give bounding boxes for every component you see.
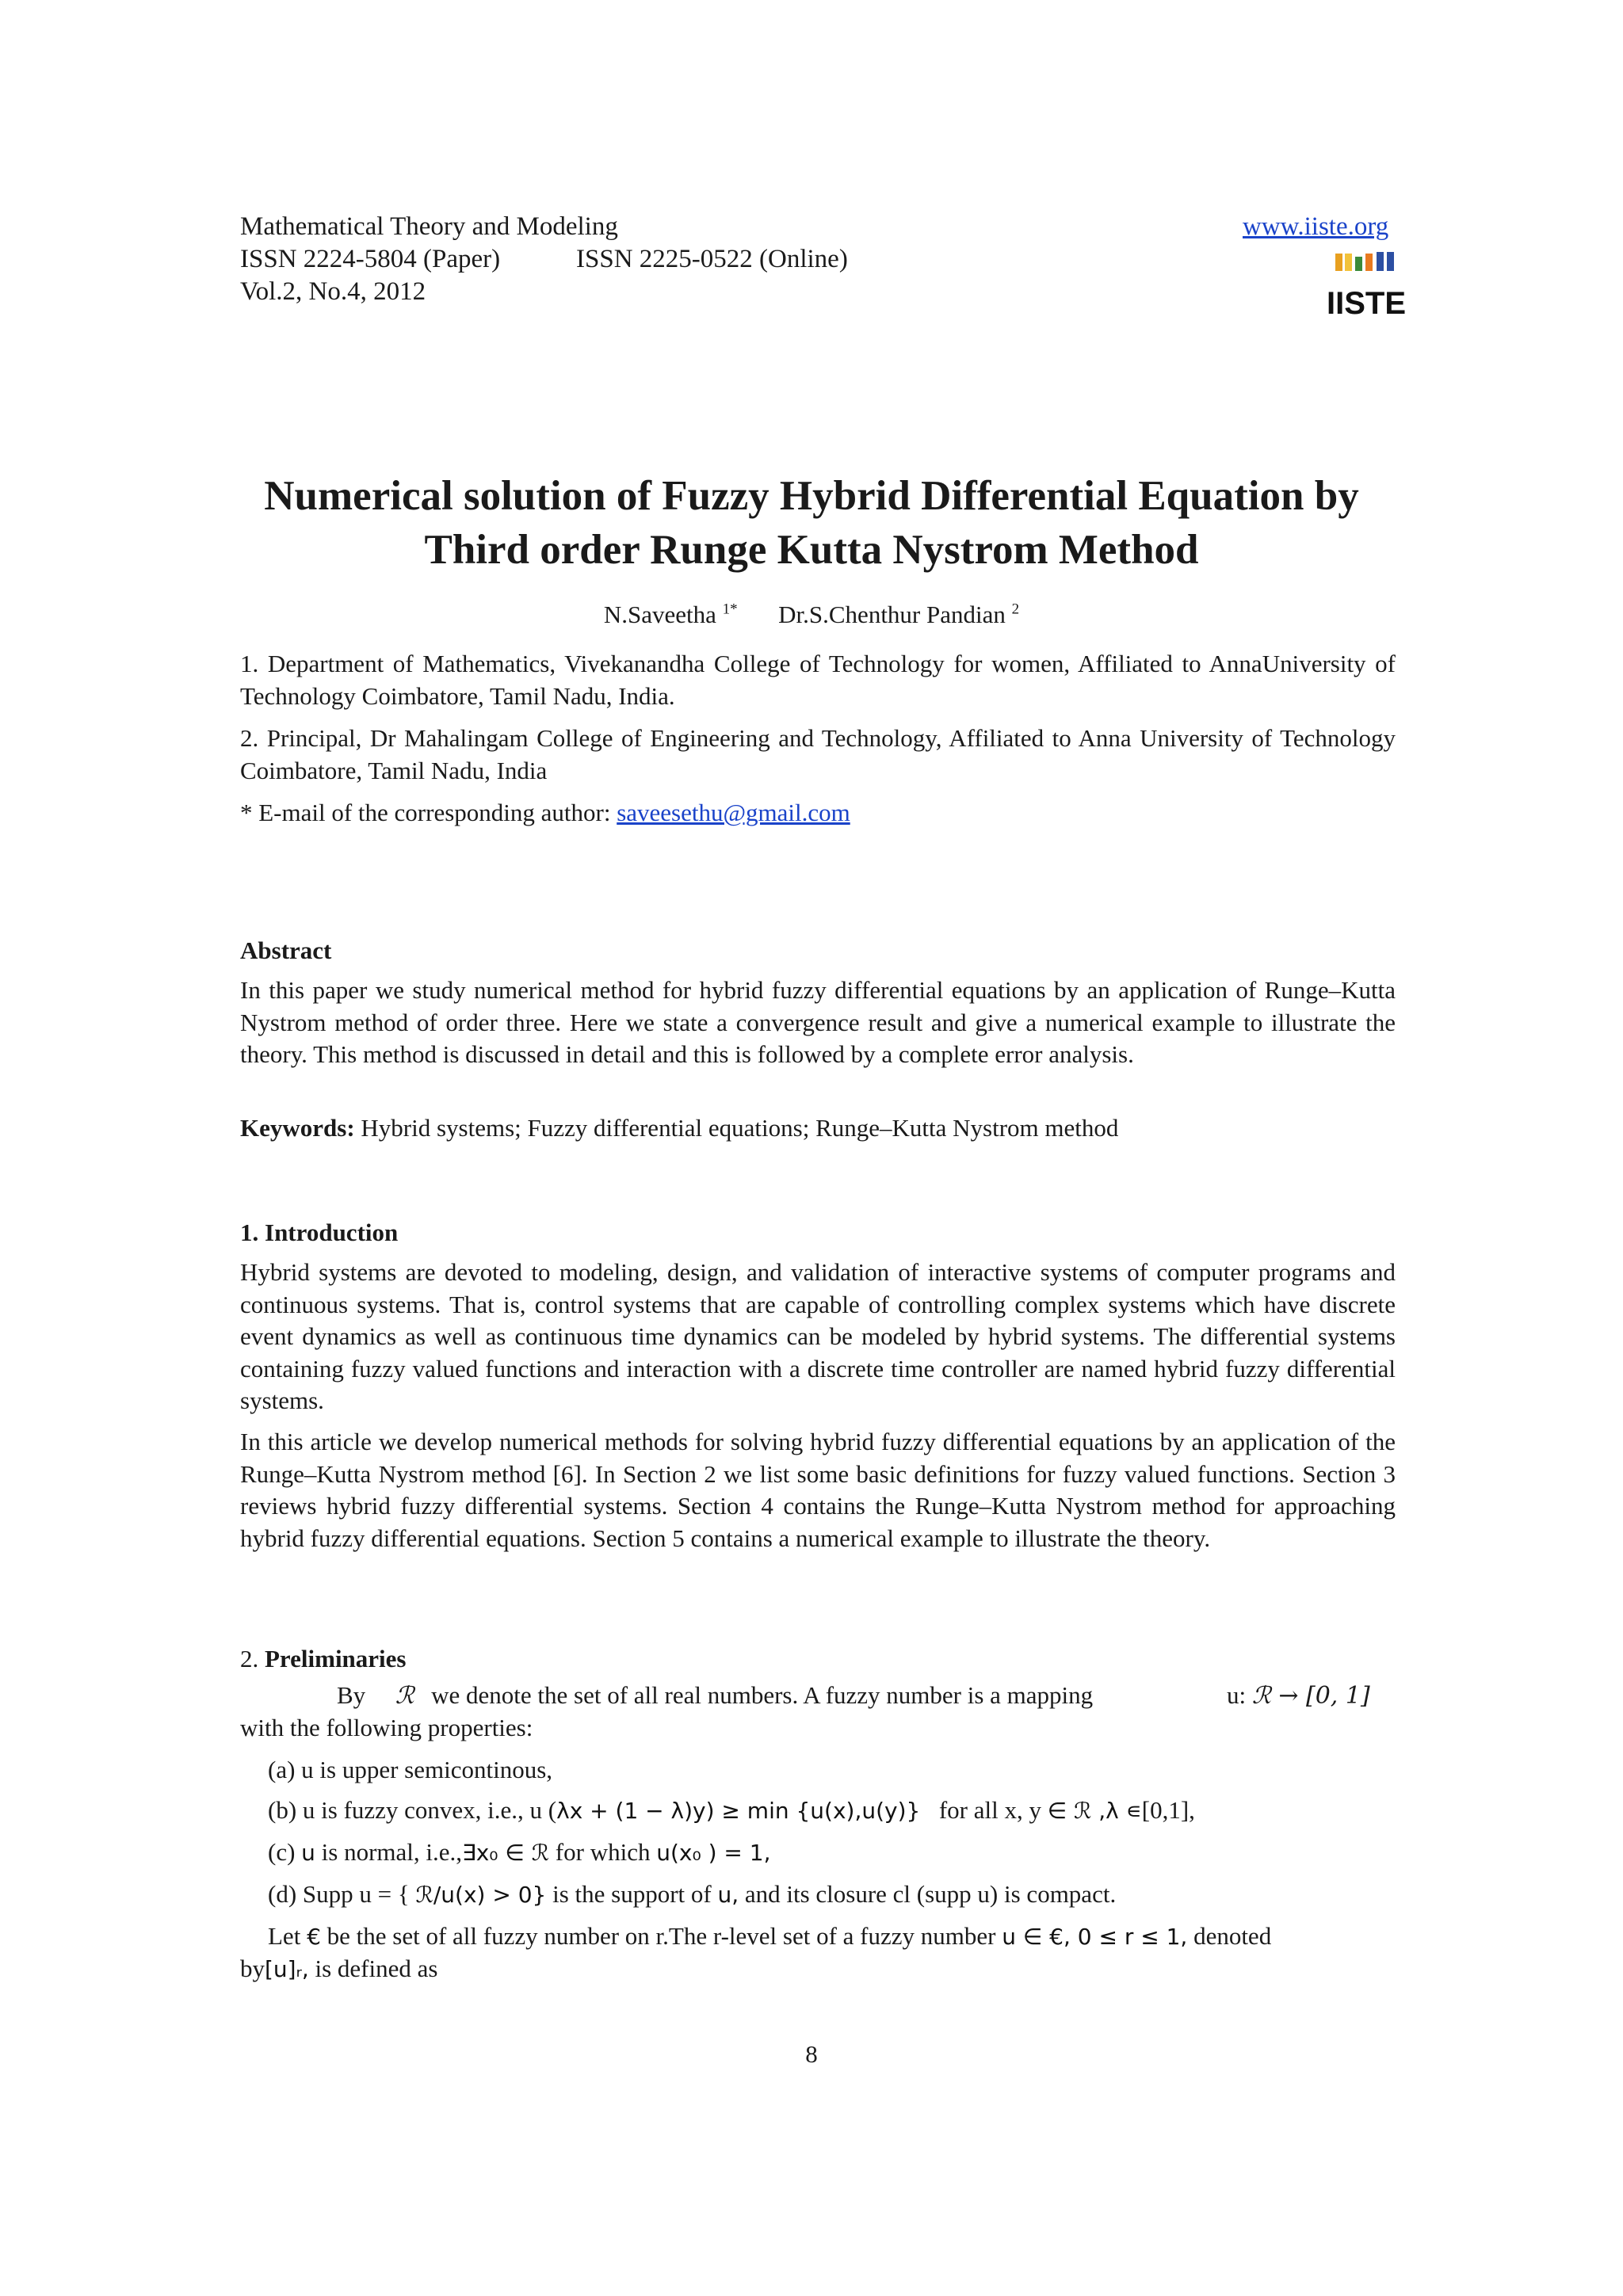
issn-online: ISSN 2225-0522 (Online) — [576, 245, 848, 273]
prelim-heading — [240, 1645, 407, 1673]
r-level-set-notation: [u]ᵣ, — [265, 1956, 309, 1982]
r-level-line-2: by[u]ᵣ, is defined as — [240, 1955, 438, 1982]
journal-name: Mathematical Theory and Modeling — [240, 212, 618, 241]
exists-formula: ∃x₀ ∈ ℛ — [462, 1840, 550, 1866]
website-link[interactable]: www.iiste.org — [1243, 212, 1389, 241]
iiste-logo-icon — [1326, 250, 1407, 321]
journal-volume: Vol.2, No.4, 2012 — [240, 277, 426, 306]
keywords — [240, 1112, 1396, 1145]
property-d: (d) Supp u = { ℛ/u(x) > 0} is the support of u, and its closure cl (supp u) is compact. — [268, 1880, 1117, 1908]
prelim-number: 2. — [240, 1645, 265, 1672]
email-label: * E-mail of the corresponding author: — [240, 799, 617, 826]
email-link[interactable]: saveesethu@gmail.com — [617, 799, 850, 826]
prelim-title: Preliminaries — [265, 1645, 407, 1672]
prelim-line-1b: u: ℛ → [0, 1] — [1227, 1681, 1370, 1710]
normal-formula: u(x₀ ) = 1, — [656, 1840, 771, 1866]
title-line-2: Third order Runge Kutta Nystrom Method — [424, 527, 1199, 573]
iiste-logo — [1326, 250, 1407, 321]
author-1-affil: 1* — [722, 601, 738, 618]
affiliation-1: 1. Department of Mathematics, Vivekanandha College of Technology for women, Affiliated to AnnaUniversity of Technology Coimbatore, Tamil Nadu, India. — [240, 650, 1396, 710]
issn-paper: ISSN 2224-5804 (Paper) — [240, 245, 501, 273]
intro-paragraph-2: In this article we develop numerical methods for solving hybrid fuzzy differential equations by an application of the Runge–Kutta Nystrom method [6]. In Section 2 we list some basic definitions for fuzzy valued functions. Section 3 reviews hybrid fuzzy differential systems. Section 4 contains the Runge–Kutta Nystrom method for approaching hybrid fuzzy differential equations. Section 5 contains a numerical example to illustrate the theory. — [240, 1428, 1396, 1552]
mapping-expression: ℛ → [0, 1] — [1251, 1682, 1370, 1710]
convexity-formula: λx + (1 − λ)y) ≥ min {u(x),u(y)} — [556, 1798, 921, 1824]
fuzzy-set-symbol: € — [307, 1924, 321, 1950]
property-b: (b) u is fuzzy convex, i.e., u (λx + (1 − λ)y) ≥ min {u(x),u(y)} for all x, y ∈ ℛ ,λ ∊[0,1], — [268, 1796, 1195, 1824]
keywords-text: Hybrid systems; Fuzzy differential equations; Runge–Kutta Nystrom method — [354, 1114, 1119, 1142]
prelim-line-2: with the following properties: — [240, 1714, 533, 1741]
intro-heading: 1. Introduction — [240, 1219, 399, 1246]
keywords-label: Keywords: — [240, 1114, 355, 1142]
author-2: Dr.S.Chenthur Pandian — [778, 601, 1006, 628]
abstract-text: In this paper we study numerical method for hybrid fuzzy differential equations by an application of Runge–Kutta Nystrom method of order three. Here we state a convergence result and give a numerical example to illustrate the theory. This method is discussed in detail and this is followed by a complete error analysis. — [240, 976, 1396, 1068]
abstract-heading: Abstract — [240, 936, 332, 964]
property-a: (a) u is upper semicontinous, — [268, 1756, 553, 1783]
affiliation-2: 2. Principal, Dr Mahalingam College of Engineering and Technology, Affiliated to Anna University of Technology Coimbatore, Tamil Nadu, India — [240, 724, 1396, 784]
paper-title — [230, 469, 1393, 577]
authors — [238, 601, 1385, 629]
r-level-line-1: Let € be the set of all fuzzy number on r.The r-level set of a fuzzy number u ∈ €, 0 ≤ r ≤ 1, denoted — [268, 1922, 1272, 1950]
corresponding-email — [240, 797, 1396, 830]
title-line-1: Numerical solution of Fuzzy Hybrid Differential Equation by — [264, 473, 1359, 519]
support-formula: ℛ/u(x) > 0} — [415, 1882, 547, 1908]
logo-text: IISTE — [1326, 286, 1407, 321]
real-set-symbol: ℛ — [395, 1682, 414, 1710]
r-level-formula: u ∈ €, 0 ≤ r ≤ 1, — [1002, 1924, 1188, 1950]
page-number: 8 — [805, 2040, 818, 2068]
intro-paragraph-1: Hybrid systems are devoted to modeling, design, and validation of interactive systems of computer programs and continuous systems. That is, control systems that are capable of controlling complex systems which have discrete event dynamics as well as continuous time dynamics can be modeled by hybrid systems. The differential systems containing fuzzy valued functions and interaction with a discrete time controller are named hybrid fuzzy differential systems. — [240, 1258, 1396, 1414]
prelim-line-1a: By ℛ we denote the set of all real numbers. A fuzzy number is a mapping — [337, 1681, 1094, 1710]
author-2-affil: 2 — [1011, 601, 1020, 618]
author-1: N.Saveetha — [603, 601, 716, 628]
property-c: (c) u is normal, i.e.,∃x₀ ∈ ℛ for which u(x₀ ) = 1, — [268, 1838, 771, 1866]
